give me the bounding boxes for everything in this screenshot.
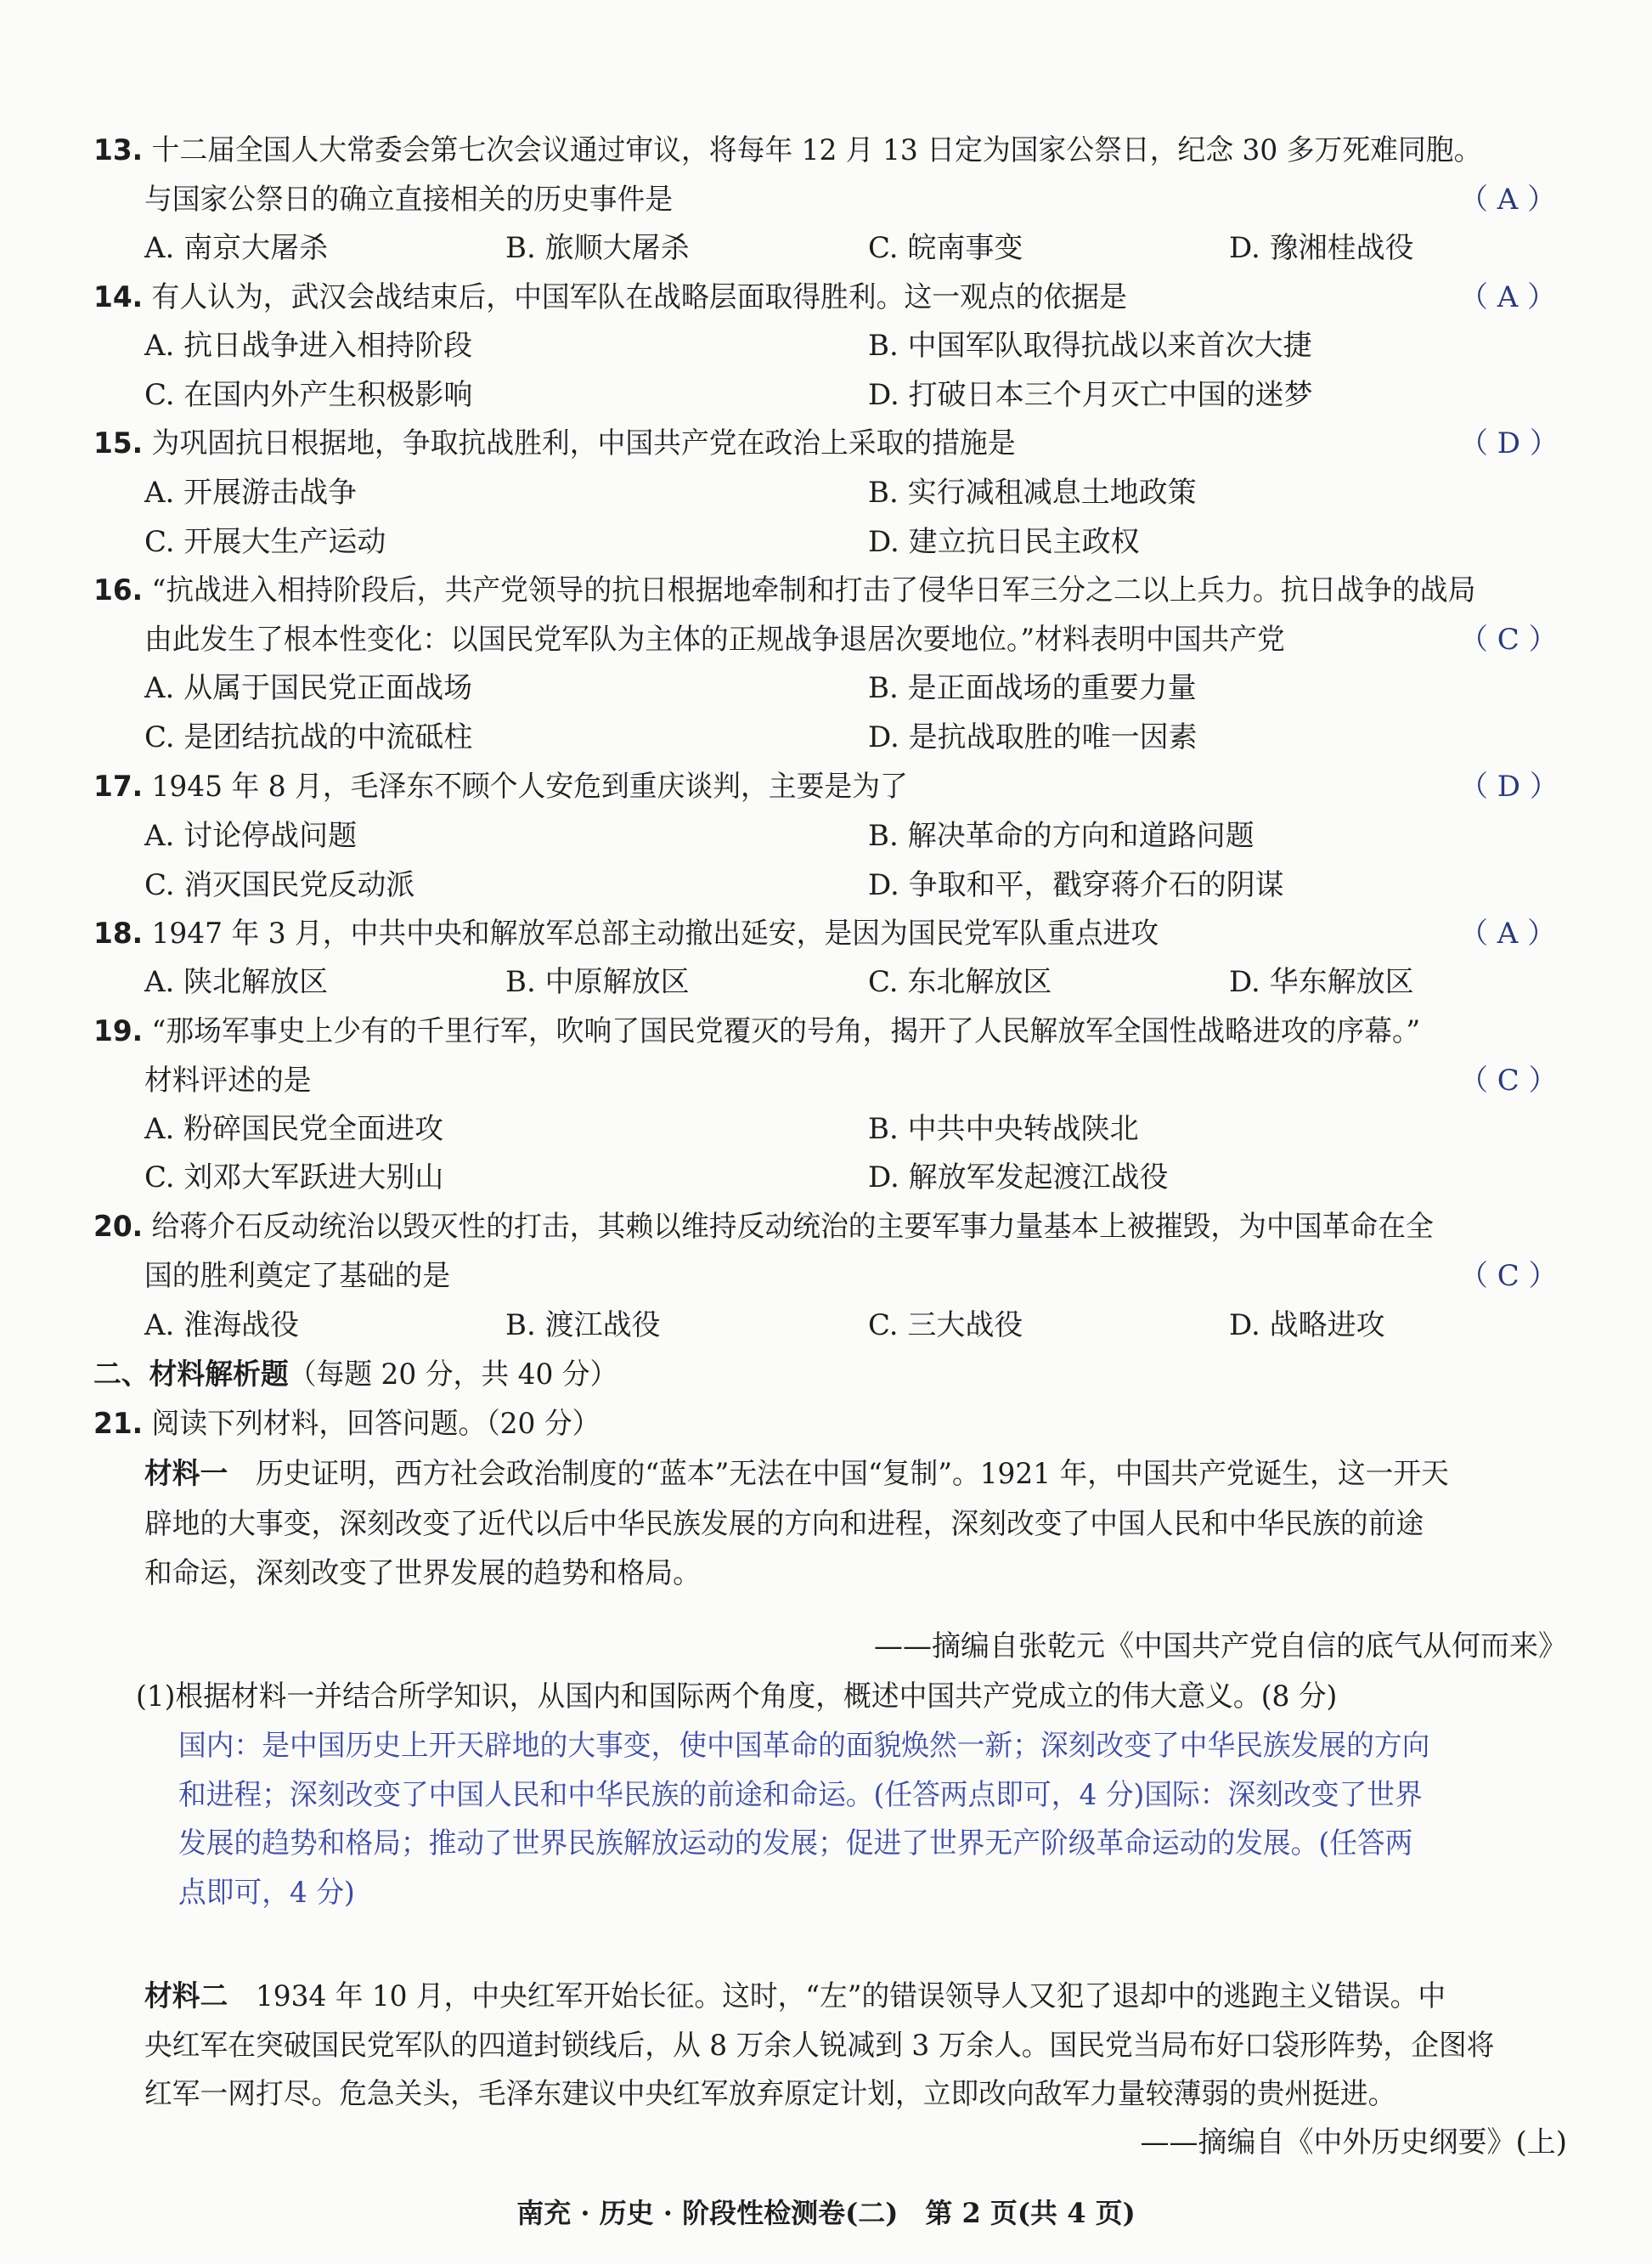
material-label: 材料一 [144, 1457, 228, 1491]
question-stem-line [144, 1062, 1596, 1099]
option-b: B. 渡江战役 [505, 1308, 661, 1342]
option-a: A. 讨论停战问题 [144, 819, 358, 853]
option-c: C. 在国内外产生积极影响 [144, 378, 473, 412]
option-c: C. 东北解放区 [868, 965, 1052, 999]
option-c: C. 皖南事变 [868, 231, 1023, 265]
sub-question-1: (1)根据材料一并结合所学知识，从国内和国际两个角度，概述中国共产党成立的伟大意义。(8 分) [136, 1680, 1338, 1714]
answer-mark: （ A ） [1459, 280, 1557, 314]
answer-mark: （ C ） [1459, 1064, 1558, 1098]
option-a: A. 粉碎国民党全面进攻 [144, 1112, 444, 1146]
material-2-line [144, 2075, 1596, 2113]
option-c: C. 开展大生产运动 [144, 525, 386, 559]
question-number: 19. [93, 1014, 144, 1048]
question-number: 16. [93, 573, 144, 607]
option-a: A. 从属于国民党正面战场 [144, 671, 473, 705]
question-stem-line [93, 768, 1598, 805]
answer-line: 点即可，4 分) [178, 1876, 355, 1910]
section-note: （每题 20 分，共 40 分） [288, 1358, 618, 1392]
option-b: B. 中共中央转战陕北 [868, 1112, 1139, 1146]
question-stem-line [93, 425, 1598, 462]
option-d: D. 建立抗日民主政权 [868, 525, 1140, 559]
answer-mark: （ C ） [1459, 1259, 1558, 1293]
section-title: 二、材料解析题 [93, 1358, 289, 1392]
material-text: 央红军在突破国民党军队的四道封锁线后，从 8 万余人锐减到 3 万余人。国民党当局布好口袋形阵势，企图将 [144, 2029, 1495, 2063]
question-stem-text: 有人认为，武汉会战结束后，中国军队在战略层面取得胜利。这一观点的依据是 [151, 280, 1127, 314]
question-number: 21. [93, 1407, 144, 1441]
material-text: 和命运，深刻改变了世界发展的趋势和格局。 [144, 1556, 701, 1590]
question-stem-text: 十二届全国人大常委会第七次会议通过审议，将每年 12 月 13 日定为国家公祭日，纪念 30 多万死难同胞。 [151, 133, 1482, 167]
question-stem-text: 国的胜利奠定了基础的是 [144, 1259, 451, 1293]
material-2-line [144, 2027, 1596, 2064]
question-stem-line [144, 621, 1596, 658]
option-d: D. 豫湘桂战役 [1229, 231, 1414, 265]
question-stem-text: 1947 年 3 月，中共中央和解放军总部主动撤出延安，是因为国民党军队重点进攻 [151, 917, 1159, 951]
material-1-line [144, 1505, 1596, 1543]
answer-mark: （ A ） [1459, 917, 1557, 951]
answer-line: 和进程；深刻改变了中国人民和中华民族的前途和命运。(任答两点即可，4 分)国际：深刻改变了世界 [178, 1778, 1423, 1812]
option-b: B. 中国军队取得抗战以来首次大捷 [868, 329, 1312, 363]
option-a: A. 抗日战争进入相持阶段 [144, 329, 473, 363]
option-b: B. 实行减租减息土地政策 [868, 476, 1197, 510]
question-stem-line [93, 279, 1598, 316]
option-b: B. 旅顺大屠杀 [505, 231, 690, 265]
question-stem-line [93, 572, 1598, 609]
question-number: 17. [93, 770, 144, 804]
question-stem-text: 1945 年 8 月，毛泽东不顾个人安危到重庆谈判，主要是为了 [151, 770, 908, 804]
material-text: 1934 年 10 月，中央红军开始长征。这时，“左”的错误领导人又犯了退却中的逃跑主义错误。中 [255, 1979, 1446, 2013]
option-d: D. 打破日本三个月灭亡中国的迷梦 [868, 378, 1313, 412]
question-number: 15. [93, 426, 144, 460]
option-c: C. 消灭国民党反动派 [144, 868, 415, 902]
question-stem-line [93, 915, 1598, 952]
option-a: A. 陕北解放区 [144, 965, 329, 999]
answer-line: 发展的趋势和格局；推动了世界民族解放运动的发展；促进了世界无产阶级革命运动的发展。(任答两 [178, 1826, 1413, 1860]
question-stem-line [93, 132, 1598, 169]
option-a: A. 南京大屠杀 [144, 231, 329, 265]
question-stem-line [93, 1208, 1598, 1245]
option-d: D. 华东解放区 [1229, 965, 1414, 999]
option-d: D. 是抗战取胜的唯一因素 [868, 720, 1198, 754]
question-stem-text: 为巩固抗日根据地，争取抗战胜利，中国共产党在政治上采取的措施是 [151, 426, 1016, 460]
page-footer: 南充 · 历史 · 阶段性检测卷(二) 第 2 页(共 4 页) [516, 2197, 1136, 2229]
material-1-line [144, 1555, 1596, 1592]
option-d: D. 争取和平，戳穿蒋介石的阴谋 [868, 868, 1284, 902]
material-text: 历史证明，西方社会政治制度的“蓝本”无法在中国“复制”。1921 年，中国共产党诞生，这一开天 [255, 1457, 1449, 1491]
material-text: 辟地的大事变，深刻改变了近代以后中华民族发展的方向和进程，深刻改变了中国人民和中华民族的前途 [144, 1507, 1424, 1541]
option-b: B. 是正面战场的重要力量 [868, 671, 1197, 705]
option-b: B. 中原解放区 [505, 965, 690, 999]
material-label: 材料二 [144, 1979, 228, 2013]
option-c: C. 刘邓大军跃进大别山 [144, 1160, 444, 1194]
question-21 [93, 1405, 1598, 1443]
answer-line: 国内：是中国历史上开天辟地的大事变，使中国革命的面貌焕然一新；深刻改变了中华民族发展的方向 [178, 1729, 1430, 1763]
question-number: 18. [93, 917, 144, 951]
question-number: 13. [93, 133, 144, 167]
question-stem-text: 与国家公祭日的确立直接相关的历史事件是 [144, 183, 674, 217]
material-1-source: ——摘编自张乾元《中国共产党自信的底气从何而来》 [874, 1629, 1567, 1663]
question-number: 20. [93, 1210, 144, 1244]
question-stem-text: 给蒋介石反动统治以毁灭性的打击，其赖以维持反动统治的主要军事力量基本上被摧毁，为中国革命在全 [151, 1210, 1434, 1244]
question-stem-line [144, 1257, 1596, 1295]
question-stem-text: 由此发生了根本性变化：以国民党军队为主体的正规战争退居次要地位。”材料表明中国共产党 [144, 623, 1285, 657]
option-b: B. 解决革命的方向和道路问题 [868, 819, 1255, 853]
answer-mark: （ D ） [1459, 770, 1559, 804]
option-a: A. 淮海战役 [144, 1308, 300, 1342]
question-stem-text: 阅读下列材料，回答问题。（20 分） [151, 1407, 600, 1441]
question-stem-line [93, 1013, 1598, 1050]
question-stem-text: “抗战进入相持阶段后，共产党领导的抗日根据地牵制和打击了侵华日军三分之二以上兵力。抗日战争的战局 [151, 573, 1476, 607]
material-1-line [144, 1455, 1596, 1493]
option-a: A. 开展游击战争 [144, 476, 358, 510]
option-d: D. 解放军发起渡江战役 [868, 1160, 1169, 1194]
question-stem-line [144, 181, 1596, 218]
material-2-line [144, 1978, 1596, 2015]
option-d: D. 战略进攻 [1229, 1308, 1385, 1342]
answer-mark: （ D ） [1459, 426, 1559, 460]
answer-mark: （ C ） [1459, 623, 1558, 657]
question-stem-text: 材料评述的是 [144, 1064, 312, 1098]
question-stem-text: “那场军事史上少有的千里行军，吹响了国民党覆灭的号角，揭开了人民解放军全国性战略进攻的序幕。” [151, 1014, 1421, 1048]
section-heading [93, 1356, 1598, 1393]
option-c: C. 三大战役 [868, 1308, 1023, 1342]
option-c: C. 是团结抗战的中流砥柱 [144, 720, 473, 754]
material-2-source: ——摘编自《中外历史纲要》(上) [1140, 2126, 1567, 2160]
answer-mark: （ A ） [1459, 183, 1557, 217]
material-text: 红军一网打尽。危急关头，毛泽东建议中央红军放弃原定计划，立即改向敌军力量较薄弱的贵州挺进。 [144, 2077, 1396, 2111]
question-number: 14. [93, 280, 144, 314]
